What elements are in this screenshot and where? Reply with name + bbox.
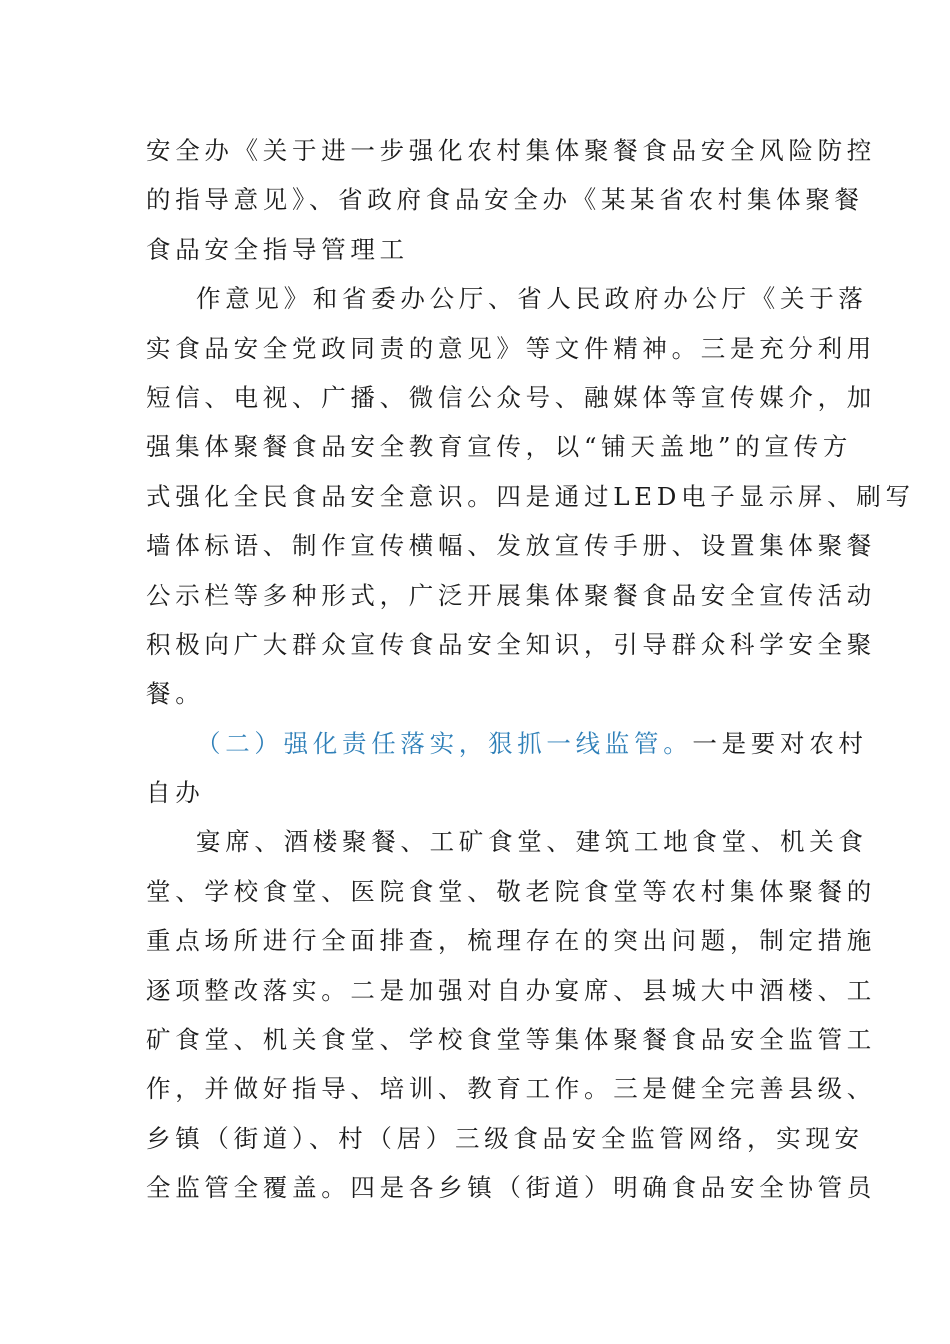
text-line <box>146 719 868 768</box>
text-line: 重点场所进行全面排查，梳理存在的突出问题，制定措施 <box>146 926 876 956</box>
text-line: 式强化全民食品安全意识。四是通过LED电子显示屏、刷写 <box>146 481 915 511</box>
text-line: 墙体标语、制作宣传横幅、发放宣传手册、设置集体聚餐 <box>146 531 876 561</box>
text-line: 堂、学校食堂、医院食堂、敬老院食堂等农村集体聚餐的 <box>146 876 876 906</box>
heading-rest-text: 一是要对农村 <box>692 728 868 758</box>
text-line: 强集体聚餐食品安全教育宣传，以“铺天盖地”的宣传方 <box>146 432 853 462</box>
text-line: 矿食堂、机关食堂、学校食堂等集体聚餐食品安全监管工 <box>146 1025 876 1055</box>
paragraph <box>146 817 876 1212</box>
text-line: 公示栏等多种形式，广泛开展集体聚餐食品安全宣传活动 <box>146 580 876 610</box>
text-line: 宴席、酒楼聚餐、工矿食堂、建筑工地食堂、机关食 <box>196 827 868 857</box>
text-line: 作意见》和省委办公厅、省人民政府办公厅《关于落 <box>196 284 868 314</box>
text-line: 食品安全指导管理工 <box>146 234 409 264</box>
document-page <box>146 126 915 1213</box>
paragraph <box>146 274 915 719</box>
text-line: 餐。 <box>146 679 205 709</box>
text-line: 实食品安全党政同责的意见》等文件精神。三是充分利用 <box>146 333 876 363</box>
text-line: 安全办《关于进一步强化农村集体聚餐食品安全风险防控 <box>146 136 876 165</box>
text-line: 的指导意见》、省政府食品安全办《某某省农村集体聚餐 <box>146 185 864 215</box>
text-line: 逐项整改落实。二是加强对自办宴席、县城大中酒楼、工 <box>146 975 876 1005</box>
section-paragraph <box>146 719 868 818</box>
text-line: 作，并做好指导、培训、教育工作。三是健全完善县级、 <box>146 1074 876 1104</box>
section-heading: （二）强化责任落实，狠抓一线监管。 <box>196 728 693 758</box>
text-line: 积极向广大群众宣传食品安全知识，引导群众科学安全聚 <box>146 629 876 659</box>
text-line: 全监管全覆盖。四是各乡镇（街道）明确食品安全协管员 <box>146 1173 876 1203</box>
text-line: 乡镇（街道）、村（居）三级食品安全监管网络，实现安 <box>146 1123 864 1153</box>
text-line: 自办 <box>146 778 205 808</box>
text-line: 短信、电视、广播、微信公众号、融媒体等宣传媒介，加 <box>146 382 876 412</box>
paragraph <box>146 126 876 274</box>
